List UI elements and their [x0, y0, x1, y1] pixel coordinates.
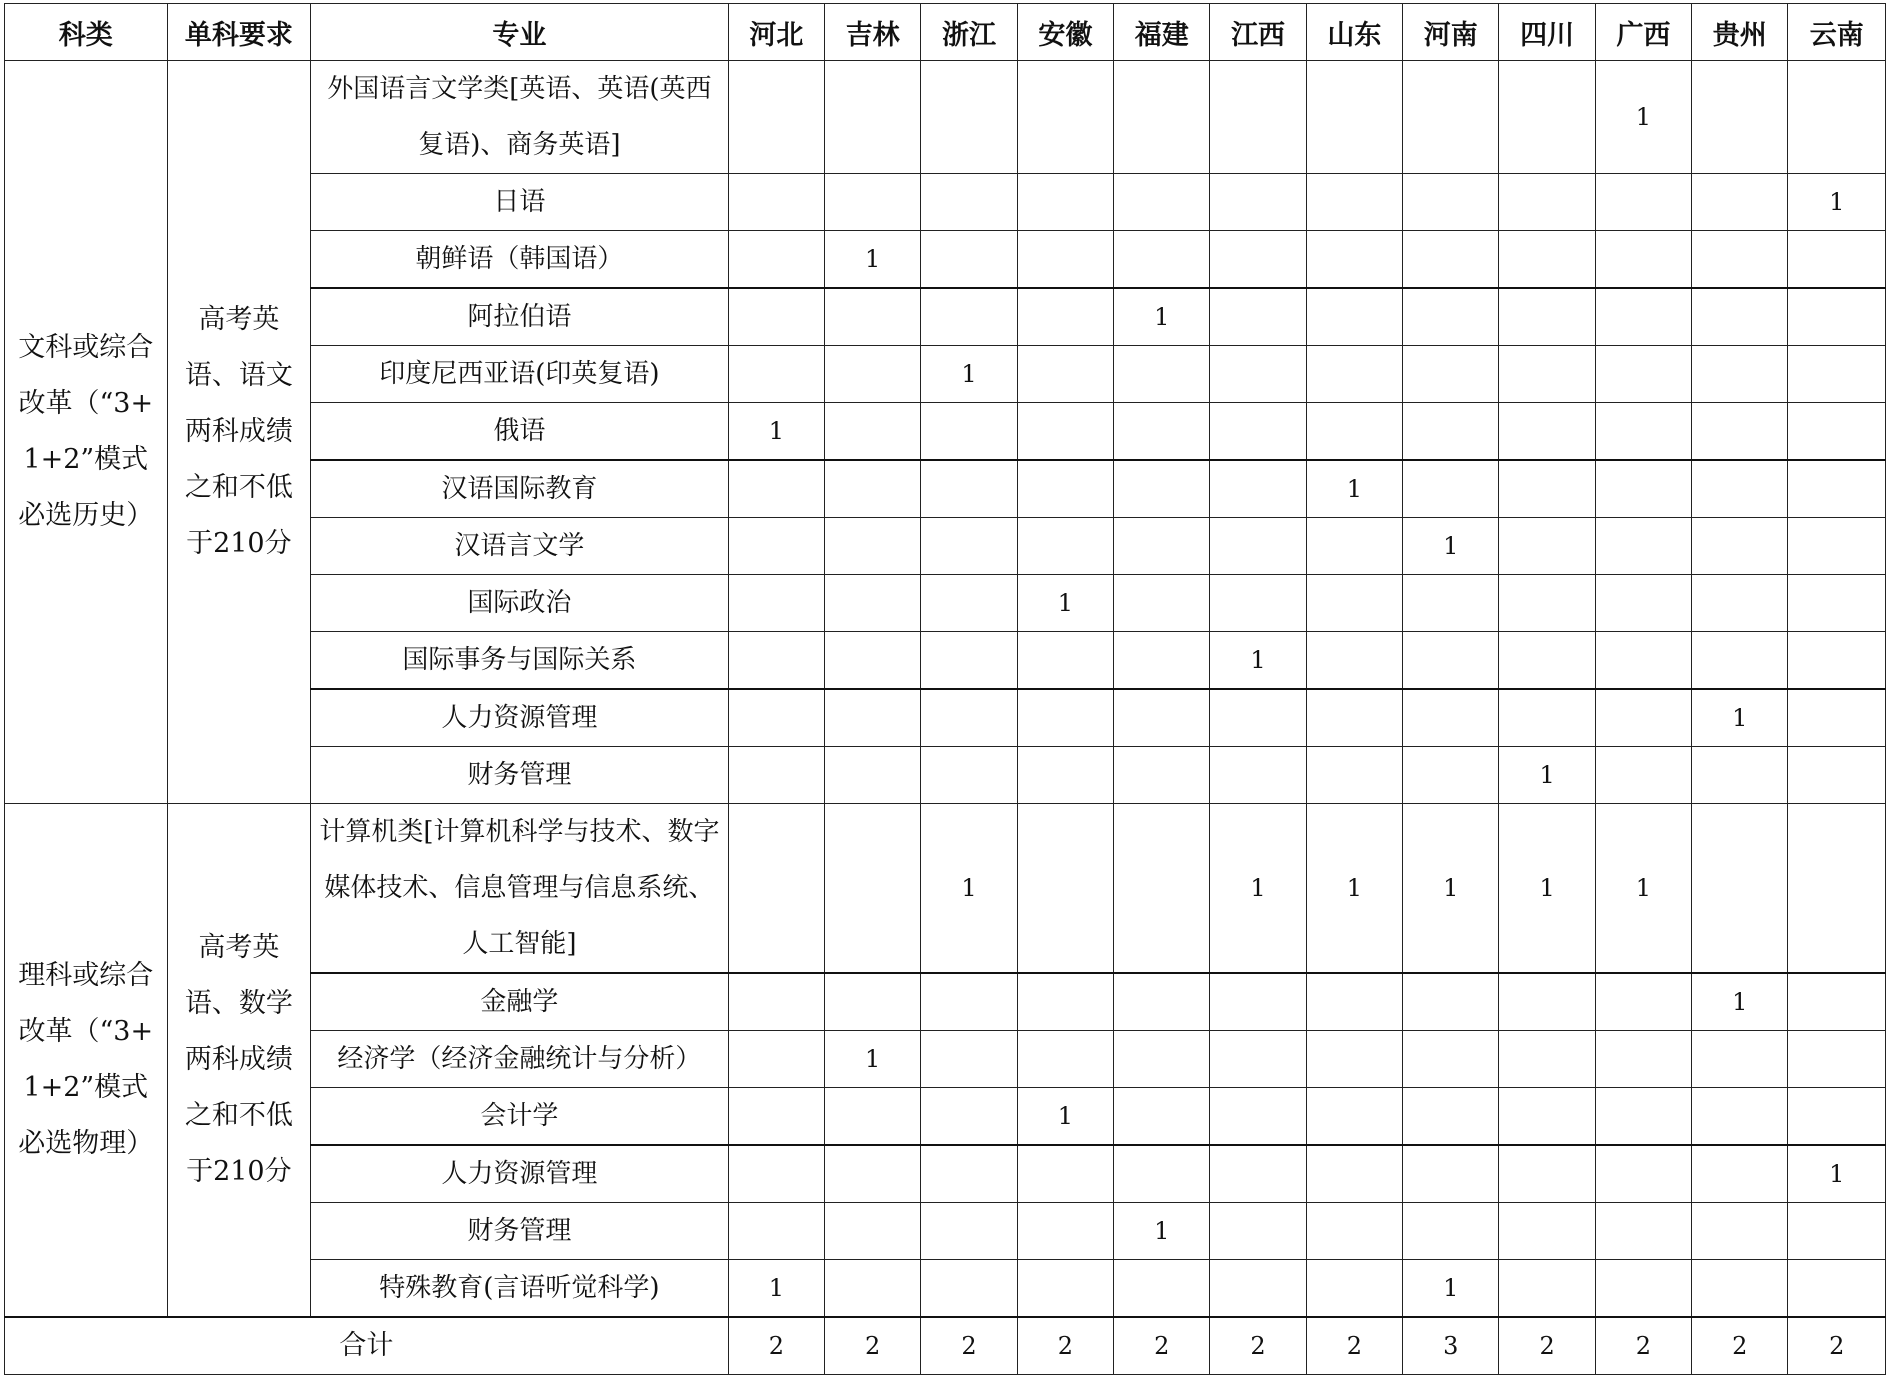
total-cell: 2 — [728, 1317, 824, 1375]
quota-cell — [1017, 231, 1113, 289]
quota-cell — [1788, 346, 1886, 403]
quota-cell — [1499, 346, 1595, 403]
quota-cell — [825, 518, 921, 575]
category-cell: 文科或综合改革（“3+1+2”模式必选历史） — [5, 61, 168, 804]
quota-cell: 1 — [1788, 174, 1886, 231]
quota-cell — [921, 61, 1017, 174]
quota-cell — [1017, 61, 1113, 174]
major-cell: 人力资源管理 — [311, 689, 729, 747]
quota-cell — [1114, 174, 1210, 231]
quota-cell — [825, 575, 921, 632]
major-cell: 外国语言文学类[英语、英语(英西复语)、商务英语] — [311, 61, 729, 174]
quota-cell — [921, 174, 1017, 231]
quota-cell: 1 — [1595, 804, 1691, 974]
quota-cell — [1210, 1088, 1306, 1146]
major-cell: 朝鲜语（韩国语） — [311, 231, 729, 289]
quota-cell — [1306, 231, 1402, 289]
total-cell: 3 — [1403, 1317, 1499, 1375]
quota-cell — [728, 689, 824, 747]
quota-cell — [1595, 1203, 1691, 1260]
quota-cell — [1017, 804, 1113, 974]
quota-cell — [1114, 61, 1210, 174]
quota-cell — [1306, 973, 1402, 1031]
quota-cell — [1595, 575, 1691, 632]
quota-cell — [1210, 518, 1306, 575]
quota-cell — [825, 1088, 921, 1146]
quota-cell — [921, 403, 1017, 461]
quota-cell — [1306, 61, 1402, 174]
quota-cell — [1403, 1031, 1499, 1088]
major-cell: 财务管理 — [311, 1203, 729, 1260]
quota-cell — [825, 61, 921, 174]
quota-cell — [1595, 518, 1691, 575]
major-cell: 国际政治 — [311, 575, 729, 632]
major-cell: 阿拉伯语 — [311, 288, 729, 346]
quota-cell — [1306, 288, 1402, 346]
major-cell: 财务管理 — [311, 747, 729, 804]
quota-cell: 1 — [1403, 804, 1499, 974]
quota-cell — [1017, 632, 1113, 690]
quota-cell — [1403, 1203, 1499, 1260]
total-cell: 2 — [1210, 1317, 1306, 1375]
quota-cell — [1788, 1088, 1886, 1146]
quota-cell — [1017, 1203, 1113, 1260]
quota-cell: 1 — [1499, 804, 1595, 974]
total-label: 合计 — [5, 1317, 729, 1375]
header-major: 专业 — [311, 4, 729, 61]
quota-cell — [1499, 403, 1595, 461]
total-cell: 2 — [921, 1317, 1017, 1375]
quota-cell — [1114, 747, 1210, 804]
quota-cell — [1499, 1088, 1595, 1146]
header-province: 河南 — [1403, 4, 1499, 61]
quota-cell: 1 — [1788, 1145, 1886, 1203]
major-cell: 金融学 — [311, 973, 729, 1031]
quota-cell — [921, 1088, 1017, 1146]
quota-cell — [1788, 1203, 1886, 1260]
quota-cell — [1017, 174, 1113, 231]
total-cell: 2 — [1595, 1317, 1691, 1375]
major-cell: 经济学（经济金融统计与分析） — [311, 1031, 729, 1088]
quota-cell — [1499, 231, 1595, 289]
quota-cell: 1 — [1017, 575, 1113, 632]
quota-cell — [1595, 403, 1691, 461]
quota-cell — [1017, 288, 1113, 346]
quota-cell — [1692, 632, 1788, 690]
quota-cell — [1692, 575, 1788, 632]
quota-cell: 1 — [1403, 518, 1499, 575]
quota-cell — [1306, 346, 1402, 403]
header-province: 河北 — [728, 4, 824, 61]
quota-cell: 1 — [1306, 460, 1402, 518]
quota-cell — [921, 1145, 1017, 1203]
quota-cell — [1692, 747, 1788, 804]
quota-cell — [1210, 346, 1306, 403]
quota-cell — [1788, 747, 1886, 804]
quota-cell — [1017, 1145, 1113, 1203]
quota-cell — [1595, 1145, 1691, 1203]
total-row — [5, 1317, 1886, 1375]
quota-cell — [825, 973, 921, 1031]
quota-cell — [1017, 346, 1113, 403]
category-cell: 理科或综合改革（“3+1+2”模式必选物理） — [5, 804, 168, 1318]
quota-cell: 1 — [1210, 804, 1306, 974]
quota-cell — [1692, 174, 1788, 231]
requirement-cell: 高考英语、数学两科成绩之和不低于210分 — [167, 804, 311, 1318]
quota-cell — [1499, 288, 1595, 346]
major-cell: 日语 — [311, 174, 729, 231]
header-row — [5, 4, 1886, 61]
quota-cell — [1403, 61, 1499, 174]
quota-cell — [1114, 1260, 1210, 1318]
quota-cell — [1692, 1145, 1788, 1203]
header-province: 江西 — [1210, 4, 1306, 61]
quota-cell — [1114, 973, 1210, 1031]
header-category: 科类 — [5, 4, 168, 61]
quota-cell — [728, 460, 824, 518]
quota-cell — [1499, 689, 1595, 747]
quota-cell — [728, 973, 824, 1031]
quota-cell — [1499, 1260, 1595, 1318]
quota-cell — [1210, 575, 1306, 632]
header-province: 山东 — [1306, 4, 1402, 61]
quota-cell — [1017, 460, 1113, 518]
quota-cell — [1595, 632, 1691, 690]
quota-cell — [1306, 518, 1402, 575]
header-province: 四川 — [1499, 4, 1595, 61]
quota-cell — [825, 632, 921, 690]
quota-cell — [1692, 804, 1788, 974]
quota-cell — [728, 804, 824, 974]
major-cell: 俄语 — [311, 403, 729, 461]
quota-cell — [825, 689, 921, 747]
quota-cell — [1692, 1203, 1788, 1260]
quota-cell — [1114, 689, 1210, 747]
quota-cell: 1 — [1114, 1203, 1210, 1260]
total-cell: 2 — [1788, 1317, 1886, 1375]
major-cell: 人力资源管理 — [311, 1145, 729, 1203]
quota-cell — [1595, 1088, 1691, 1146]
table-body — [5, 61, 1886, 1375]
quota-cell — [1017, 689, 1113, 747]
quota-cell — [728, 632, 824, 690]
quota-cell — [1306, 1088, 1402, 1146]
quota-cell — [728, 1031, 824, 1088]
quota-cell — [1595, 973, 1691, 1031]
quota-cell — [1306, 1031, 1402, 1088]
quota-cell — [1692, 518, 1788, 575]
quota-cell — [1403, 1145, 1499, 1203]
quota-cell — [1788, 575, 1886, 632]
quota-cell — [1114, 1088, 1210, 1146]
quota-cell — [921, 1031, 1017, 1088]
quota-cell — [1403, 689, 1499, 747]
quota-cell — [728, 1088, 824, 1146]
header-province: 广西 — [1595, 4, 1691, 61]
quota-cell — [1017, 518, 1113, 575]
quota-cell — [1788, 61, 1886, 174]
quota-cell — [1306, 1145, 1402, 1203]
quota-cell — [1210, 1260, 1306, 1318]
quota-cell: 1 — [825, 231, 921, 289]
quota-cell — [1499, 1145, 1595, 1203]
quota-cell — [921, 288, 1017, 346]
quota-cell — [1403, 288, 1499, 346]
header-province: 浙江 — [921, 4, 1017, 61]
quota-cell — [1403, 973, 1499, 1031]
quota-cell — [1210, 1203, 1306, 1260]
quota-cell — [1692, 288, 1788, 346]
quota-cell — [1306, 1203, 1402, 1260]
quota-cell — [1306, 575, 1402, 632]
quota-cell — [1210, 973, 1306, 1031]
quota-cell: 1 — [1114, 288, 1210, 346]
total-cell: 2 — [1114, 1317, 1210, 1375]
quota-cell — [1499, 460, 1595, 518]
quota-cell — [1499, 61, 1595, 174]
quota-cell — [1403, 1088, 1499, 1146]
quota-cell: 1 — [1499, 747, 1595, 804]
header-province: 福建 — [1114, 4, 1210, 61]
quota-cell — [1595, 747, 1691, 804]
quota-cell — [1210, 747, 1306, 804]
quota-cell — [1499, 575, 1595, 632]
total-cell: 2 — [1499, 1317, 1595, 1375]
quota-cell: 1 — [728, 403, 824, 461]
quota-cell — [1017, 747, 1113, 804]
quota-cell — [1210, 403, 1306, 461]
quota-cell: 1 — [1017, 1088, 1113, 1146]
quota-cell — [825, 346, 921, 403]
quota-cell — [1403, 346, 1499, 403]
quota-cell: 1 — [921, 346, 1017, 403]
quota-cell — [1017, 1260, 1113, 1318]
quota-cell — [1788, 973, 1886, 1031]
quota-cell — [825, 1203, 921, 1260]
quota-cell — [1306, 403, 1402, 461]
quota-cell — [728, 174, 824, 231]
quota-cell — [921, 518, 1017, 575]
quota-cell — [1788, 288, 1886, 346]
quota-cell: 1 — [1210, 632, 1306, 690]
quota-cell — [1403, 747, 1499, 804]
total-cell: 2 — [1306, 1317, 1402, 1375]
quota-cell — [1210, 231, 1306, 289]
quota-cell — [1017, 403, 1113, 461]
quota-cell: 1 — [728, 1260, 824, 1318]
quota-cell — [1210, 288, 1306, 346]
quota-cell — [1692, 1031, 1788, 1088]
quota-cell — [1692, 1088, 1788, 1146]
quota-cell — [1499, 632, 1595, 690]
quota-cell — [921, 973, 1017, 1031]
quota-cell — [1210, 174, 1306, 231]
requirement-cell: 高考英语、语文两科成绩之和不低于210分 — [167, 61, 311, 804]
quota-cell — [825, 288, 921, 346]
quota-cell — [1788, 1031, 1886, 1088]
quota-cell: 1 — [921, 804, 1017, 974]
quota-cell — [1595, 231, 1691, 289]
quota-cell — [1114, 518, 1210, 575]
quota-cell — [1595, 1031, 1691, 1088]
quota-cell — [921, 460, 1017, 518]
quota-cell — [1306, 174, 1402, 231]
quota-cell — [1595, 174, 1691, 231]
quota-cell — [921, 689, 1017, 747]
quota-cell — [728, 518, 824, 575]
quota-cell — [1114, 804, 1210, 974]
quota-cell — [1210, 61, 1306, 174]
major-cell: 印度尼西亚语(印英复语) — [311, 346, 729, 403]
header-requirement: 单科要求 — [167, 4, 311, 61]
quota-cell — [825, 460, 921, 518]
quota-cell — [1499, 174, 1595, 231]
quota-cell — [1114, 632, 1210, 690]
quota-cell — [1788, 632, 1886, 690]
quota-cell — [1499, 1031, 1595, 1088]
quota-cell: 1 — [1595, 61, 1691, 174]
quota-cell — [1114, 1145, 1210, 1203]
major-cell: 汉语言文学 — [311, 518, 729, 575]
quota-cell — [825, 747, 921, 804]
quota-cell — [1788, 689, 1886, 747]
total-cell: 2 — [1692, 1317, 1788, 1375]
quota-cell — [825, 403, 921, 461]
table-row — [5, 61, 1886, 174]
quota-cell — [1210, 689, 1306, 747]
quota-cell — [825, 1145, 921, 1203]
quota-cell — [1788, 403, 1886, 461]
quota-cell — [1692, 460, 1788, 518]
quota-cell — [1403, 403, 1499, 461]
major-cell: 会计学 — [311, 1088, 729, 1146]
quota-cell — [1595, 346, 1691, 403]
quota-cell — [728, 288, 824, 346]
quota-cell — [1210, 460, 1306, 518]
quota-cell — [1595, 288, 1691, 346]
quota-cell — [1403, 460, 1499, 518]
quota-cell — [1595, 689, 1691, 747]
quota-cell — [1788, 804, 1886, 974]
quota-cell — [728, 61, 824, 174]
quota-cell — [1306, 632, 1402, 690]
total-cell: 2 — [1017, 1317, 1113, 1375]
quota-cell: 1 — [1306, 804, 1402, 974]
quota-cell — [825, 174, 921, 231]
quota-cell — [1114, 575, 1210, 632]
quota-cell — [1788, 460, 1886, 518]
quota-cell — [1306, 1260, 1402, 1318]
header-province: 安徽 — [1017, 4, 1113, 61]
quota-cell — [1692, 346, 1788, 403]
quota-cell: 1 — [825, 1031, 921, 1088]
quota-cell — [1499, 518, 1595, 575]
header-province: 吉林 — [825, 4, 921, 61]
quota-cell — [1499, 1203, 1595, 1260]
header-province: 贵州 — [1692, 4, 1788, 61]
quota-cell — [1788, 1260, 1886, 1318]
quota-cell — [1788, 518, 1886, 575]
quota-cell: 1 — [1692, 689, 1788, 747]
quota-cell — [921, 575, 1017, 632]
quota-cell — [921, 1260, 1017, 1318]
major-cell: 计算机类[计算机科学与技术、数字媒体技术、信息管理与信息系统、人工智能] — [311, 804, 729, 974]
quota-cell — [728, 575, 824, 632]
major-cell: 国际事务与国际关系 — [311, 632, 729, 690]
quota-cell — [1403, 632, 1499, 690]
quota-cell — [1692, 231, 1788, 289]
quota-cell — [1017, 1031, 1113, 1088]
quota-cell — [1595, 460, 1691, 518]
quota-cell — [1114, 1031, 1210, 1088]
quota-cell — [728, 1203, 824, 1260]
header-province: 云南 — [1788, 4, 1886, 61]
quota-cell — [1306, 747, 1402, 804]
total-cell: 2 — [825, 1317, 921, 1375]
quota-cell — [1210, 1031, 1306, 1088]
quota-cell — [1499, 973, 1595, 1031]
quota-cell — [728, 747, 824, 804]
quota-cell — [825, 1260, 921, 1318]
major-cell: 特殊教育(言语听觉科学) — [311, 1260, 729, 1318]
quota-cell — [921, 632, 1017, 690]
quota-cell — [921, 1203, 1017, 1260]
quota-cell — [921, 747, 1017, 804]
quota-cell: 1 — [1403, 1260, 1499, 1318]
quota-cell — [1210, 1145, 1306, 1203]
table-row — [5, 804, 1886, 974]
quota-cell — [1114, 231, 1210, 289]
major-cell: 汉语国际教育 — [311, 460, 729, 518]
quota-cell — [1403, 231, 1499, 289]
quota-cell — [1692, 403, 1788, 461]
quota-cell — [1788, 231, 1886, 289]
quota-cell — [1403, 575, 1499, 632]
quota-cell — [1017, 973, 1113, 1031]
quota-cell — [728, 1145, 824, 1203]
quota-cell: 1 — [1692, 973, 1788, 1031]
quota-cell — [921, 231, 1017, 289]
quota-cell — [1306, 689, 1402, 747]
quota-cell — [1692, 61, 1788, 174]
quota-cell — [728, 346, 824, 403]
quota-cell — [1403, 174, 1499, 231]
quota-cell — [1595, 1260, 1691, 1318]
quota-table — [4, 3, 1886, 1375]
quota-cell — [728, 231, 824, 289]
quota-cell — [1114, 346, 1210, 403]
quota-cell — [825, 804, 921, 974]
quota-cell — [1114, 460, 1210, 518]
quota-cell — [1692, 1260, 1788, 1318]
quota-cell — [1114, 403, 1210, 461]
